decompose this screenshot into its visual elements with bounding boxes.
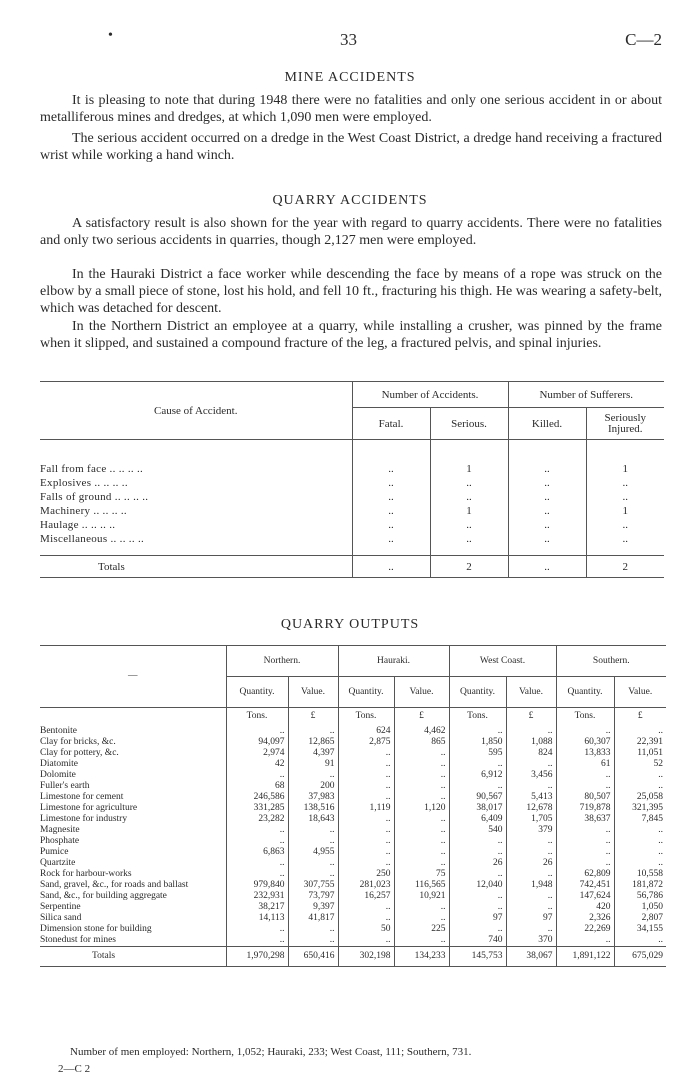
- units-spacer: [40, 708, 226, 726]
- injured-cell: ..: [586, 476, 664, 490]
- quantity-cell: 61: [556, 759, 614, 770]
- quantity-header: Quantity.: [338, 677, 394, 708]
- accident-row: [40, 490, 664, 504]
- quantity-cell: 2,326: [556, 913, 614, 924]
- total-value: 650,416: [288, 946, 338, 966]
- page-header: [0, 30, 700, 50]
- quantity-cell: 16,257: [338, 891, 394, 902]
- value-cell: ..: [614, 935, 666, 947]
- unit-tons: Tons.: [556, 708, 614, 726]
- value-cell: ..: [288, 726, 338, 737]
- value-cell: 865: [394, 737, 449, 748]
- quantity-cell: 14,113: [226, 913, 288, 924]
- output-row: [40, 858, 666, 869]
- value-cell: ..: [614, 726, 666, 737]
- value-cell: 379: [506, 825, 556, 836]
- product-name: Rock for harbour-works: [40, 868, 132, 879]
- output-row: [40, 770, 666, 781]
- value-cell: 116,565: [394, 880, 449, 891]
- total-quantity: 1,970,298: [226, 946, 288, 966]
- document-reference: C—2: [625, 30, 662, 49]
- value-cell: 34,155: [614, 924, 666, 935]
- fatal-cell: ..: [352, 476, 430, 490]
- product-name: Phosphate: [40, 835, 80, 846]
- value-cell: ..: [394, 913, 449, 924]
- total-quantity: 145,753: [449, 946, 506, 966]
- value-cell: 75: [394, 869, 449, 880]
- product-header: —: [40, 646, 226, 708]
- district-header-west-coast: West Coast.: [449, 646, 556, 677]
- value-cell: 2,807: [614, 913, 666, 924]
- quantity-cell: ..: [338, 748, 394, 759]
- serious-cell: ..: [430, 532, 508, 546]
- value-cell: 225: [394, 924, 449, 935]
- quantity-cell: ..: [226, 825, 288, 836]
- product-name: Silica sand: [40, 912, 82, 923]
- value-cell: 3,456: [506, 770, 556, 781]
- value-cell: ..: [614, 781, 666, 792]
- killed-cell: ..: [508, 490, 586, 504]
- quantity-cell: 250: [338, 869, 394, 880]
- quarry-outputs-table: [40, 645, 666, 967]
- quantity-cell: ..: [338, 770, 394, 781]
- quantity-header: Quantity.: [226, 677, 288, 708]
- quantity-cell: ..: [338, 902, 394, 913]
- output-row: [40, 902, 666, 913]
- totals-serious: 2: [430, 556, 508, 578]
- value-cell: 37,983: [288, 792, 338, 803]
- value-cell: ..: [394, 792, 449, 803]
- accidents-header: Number of Accidents.: [352, 382, 508, 408]
- serious-cell: ..: [430, 490, 508, 504]
- quantity-cell: 22,269: [556, 924, 614, 935]
- quarry-paragraph-2: In the Hauraki District a face worker while descending the face by means of a rope was struck on the elbow by a small piece of stone, lost his hold, and fell 10 ft., fracturing his thigh. He was wearing a safety-belt, which was detached for descent.: [40, 267, 662, 316]
- quantity-cell: ..: [449, 759, 506, 770]
- value-cell: 25,058: [614, 792, 666, 803]
- value-cell: 200: [288, 781, 338, 792]
- killed-cell: ..: [508, 518, 586, 532]
- output-row: [40, 869, 666, 880]
- output-row: [40, 825, 666, 836]
- quantity-cell: 80,507: [556, 792, 614, 803]
- product-name: Serpentine: [40, 901, 81, 912]
- value-cell: ..: [394, 836, 449, 847]
- value-cell: 1,120: [394, 803, 449, 814]
- header-mark: •: [108, 28, 113, 43]
- product-name: Dimension stone for building: [40, 923, 152, 934]
- unit-pounds: £: [288, 708, 338, 726]
- accident-row: [40, 462, 664, 476]
- quantity-cell: ..: [226, 858, 288, 869]
- signature-mark: 2—C 2: [58, 1063, 91, 1075]
- fatal-cell: ..: [352, 518, 430, 532]
- quantity-cell: ..: [449, 726, 506, 737]
- mine-paragraph-2: The serious accident occurred on a dredge in the West Coast District, a dredge hand receiving a fractured wrist while working a hand winch.: [40, 131, 662, 163]
- value-cell: ..: [614, 825, 666, 836]
- quantity-cell: ..: [338, 836, 394, 847]
- accident-row: [40, 476, 664, 490]
- mine-accidents-title: MINE ACCIDENTS: [284, 70, 416, 85]
- accident-row: [40, 532, 664, 546]
- value-cell: ..: [506, 869, 556, 880]
- quantity-cell: ..: [449, 836, 506, 847]
- value-cell: ..: [394, 759, 449, 770]
- value-cell: ..: [394, 858, 449, 869]
- value-cell: 56,786: [614, 891, 666, 902]
- quantity-cell: ..: [338, 825, 394, 836]
- quantity-cell: 281,023: [338, 880, 394, 891]
- quantity-cell: ..: [226, 924, 288, 935]
- value-cell: ..: [394, 935, 449, 947]
- value-cell: 41,817: [288, 913, 338, 924]
- value-header: Value.: [394, 677, 449, 708]
- quantity-cell: 68: [226, 781, 288, 792]
- quantity-cell: 2,974: [226, 748, 288, 759]
- value-cell: 181,872: [614, 880, 666, 891]
- outputs-totals-label: Totals: [92, 950, 116, 961]
- accident-cause: Machinery .. .. .. ..: [40, 504, 127, 517]
- quarry-accidents-title: QUARRY ACCIDENTS: [272, 193, 428, 208]
- value-cell: ..: [288, 935, 338, 947]
- value-cell: ..: [394, 902, 449, 913]
- page-number: 33: [340, 30, 357, 49]
- cause-header: Cause of Accident.: [40, 382, 352, 440]
- value-cell: 4,955: [288, 847, 338, 858]
- quantity-cell: ..: [556, 781, 614, 792]
- quantity-cell: 331,285: [226, 803, 288, 814]
- quantity-cell: 90,567: [449, 792, 506, 803]
- injured-cell: ..: [586, 518, 664, 532]
- quantity-cell: 6,863: [226, 847, 288, 858]
- quantity-cell: 60,307: [556, 737, 614, 748]
- value-cell: ..: [506, 902, 556, 913]
- unit-tons: Tons.: [226, 708, 288, 726]
- quantity-cell: 740: [449, 935, 506, 947]
- quantity-cell: 6,409: [449, 814, 506, 825]
- fatal-cell: ..: [352, 532, 430, 546]
- product-name: Dolomite: [40, 769, 76, 780]
- quantity-cell: 13,833: [556, 748, 614, 759]
- product-name: Pumice: [40, 846, 69, 857]
- quarry-paragraph-1: A satisfactory result is also shown for the year with regard to quarry accidents. There were no fatalities and only two serious accidents in quarries, though 2,127 men were employed.: [40, 216, 662, 248]
- totals-injured: 2: [586, 556, 664, 578]
- output-row: [40, 924, 666, 935]
- unit-pounds: £: [394, 708, 449, 726]
- quantity-cell: ..: [226, 869, 288, 880]
- injured-header: Seriously Injured.: [586, 408, 664, 440]
- quantity-cell: ..: [556, 726, 614, 737]
- value-cell: ..: [394, 814, 449, 825]
- district-header-hauraki: Hauraki.: [338, 646, 449, 677]
- quantity-cell: ..: [449, 869, 506, 880]
- value-cell: ..: [394, 781, 449, 792]
- product-name: Limestone for industry: [40, 813, 128, 824]
- serious-cell: ..: [430, 476, 508, 490]
- value-cell: 10,921: [394, 891, 449, 902]
- value-cell: 824: [506, 748, 556, 759]
- killed-cell: ..: [508, 532, 586, 546]
- quantity-cell: ..: [556, 836, 614, 847]
- product-name: Stonedust for mines: [40, 934, 116, 945]
- quarry-outputs-title: QUARRY OUTPUTS: [280, 617, 420, 632]
- quantity-cell: ..: [556, 935, 614, 947]
- accident-cause: Fall from face .. .. .. ..: [40, 462, 144, 475]
- quantity-cell: 595: [449, 748, 506, 759]
- product-name: Fuller's earth: [40, 780, 90, 791]
- quantity-cell: 147,624: [556, 891, 614, 902]
- fatal-header: Fatal.: [352, 408, 430, 440]
- quantity-cell: ..: [226, 770, 288, 781]
- killed-cell: ..: [508, 462, 586, 476]
- total-quantity: 1,891,122: [556, 946, 614, 966]
- value-cell: ..: [288, 770, 338, 781]
- quantity-cell: ..: [338, 858, 394, 869]
- total-value: 675,029: [614, 946, 666, 966]
- quantity-cell: 94,097: [226, 737, 288, 748]
- quantity-cell: 719,878: [556, 803, 614, 814]
- value-cell: ..: [506, 924, 556, 935]
- district-header-southern: Southern.: [556, 646, 666, 677]
- fatal-cell: ..: [352, 504, 430, 518]
- output-row: [40, 880, 666, 891]
- output-row: [40, 891, 666, 902]
- value-cell: ..: [288, 869, 338, 880]
- quantity-cell: ..: [338, 847, 394, 858]
- serious-cell: 1: [430, 504, 508, 518]
- killed-cell: ..: [508, 504, 586, 518]
- total-value: 38,067: [506, 946, 556, 966]
- quantity-cell: 38,217: [226, 902, 288, 913]
- quantity-cell: 2,875: [338, 737, 394, 748]
- outputs-totals-row: [40, 946, 666, 966]
- value-header: Value.: [288, 677, 338, 708]
- quantity-cell: 50: [338, 924, 394, 935]
- value-cell: 22,391: [614, 737, 666, 748]
- value-cell: 11,051: [614, 748, 666, 759]
- value-cell: ..: [394, 847, 449, 858]
- district-header-northern: Northern.: [226, 646, 338, 677]
- injured-cell: ..: [586, 532, 664, 546]
- quantity-cell: ..: [226, 726, 288, 737]
- killed-header: Killed.: [508, 408, 586, 440]
- value-cell: 1,050: [614, 902, 666, 913]
- quantity-cell: ..: [449, 847, 506, 858]
- value-cell: 4,397: [288, 748, 338, 759]
- quantity-cell: ..: [338, 792, 394, 803]
- value-header: Value.: [506, 677, 556, 708]
- serious-cell: 1: [430, 462, 508, 476]
- value-cell: ..: [288, 924, 338, 935]
- value-cell: 1,705: [506, 814, 556, 825]
- quantity-cell: 23,282: [226, 814, 288, 825]
- quantity-cell: ..: [556, 825, 614, 836]
- quantity-cell: 232,931: [226, 891, 288, 902]
- value-cell: ..: [506, 891, 556, 902]
- value-cell: 7,845: [614, 814, 666, 825]
- accidents-totals-row: [40, 556, 664, 578]
- product-name: Limestone for cement: [40, 791, 124, 802]
- product-name: Sand, gravel, &c., for roads and ballast: [40, 879, 189, 890]
- output-row: [40, 781, 666, 792]
- output-row: [40, 792, 666, 803]
- value-cell: 97: [506, 913, 556, 924]
- quantity-cell: ..: [338, 935, 394, 947]
- injured-cell: ..: [586, 490, 664, 504]
- quantity-cell: ..: [449, 902, 506, 913]
- quantity-cell: 12,040: [449, 880, 506, 891]
- accident-row: [40, 504, 664, 518]
- accident-cause: Haulage .. .. .. ..: [40, 518, 116, 531]
- quantity-cell: ..: [338, 913, 394, 924]
- quantity-cell: 1,850: [449, 737, 506, 748]
- value-cell: ..: [614, 770, 666, 781]
- output-row: [40, 814, 666, 825]
- value-cell: 10,558: [614, 869, 666, 880]
- value-cell: ..: [394, 770, 449, 781]
- totals-label: Totals: [98, 560, 125, 573]
- totals-killed: ..: [508, 556, 586, 578]
- value-cell: 1,948: [506, 880, 556, 891]
- men-employed-note: Number of men employed: Northern, 1,052; Hauraki, 233; West Coast, 111; Southern, 731.: [70, 1046, 472, 1058]
- quantity-cell: 38,637: [556, 814, 614, 825]
- unit-tons: Tons.: [338, 708, 394, 726]
- serious-header: Serious.: [430, 408, 508, 440]
- value-cell: ..: [506, 781, 556, 792]
- value-cell: ..: [506, 836, 556, 847]
- output-row: [40, 836, 666, 847]
- quantity-cell: 742,451: [556, 880, 614, 891]
- quantity-cell: 38,017: [449, 803, 506, 814]
- value-cell: ..: [506, 759, 556, 770]
- value-cell: ..: [288, 836, 338, 847]
- quantity-cell: 26: [449, 858, 506, 869]
- product-name: Sand, &c., for building aggregate: [40, 890, 167, 901]
- quantity-cell: 420: [556, 902, 614, 913]
- product-name: Clay for bricks, &c.: [40, 736, 116, 747]
- product-name: Magnesite: [40, 824, 80, 835]
- value-cell: ..: [394, 748, 449, 759]
- quantity-cell: ..: [556, 847, 614, 858]
- output-row: [40, 935, 666, 947]
- total-quantity: 302,198: [338, 946, 394, 966]
- accident-cause: Miscellaneous .. .. .. ..: [40, 532, 145, 545]
- mine-paragraph-1: It is pleasing to note that during 1948 there were no fatalities and only one serious accident in or about metalliferous mines and dredges, at which 1,090 men were employed.: [40, 93, 662, 125]
- quantity-cell: ..: [556, 770, 614, 781]
- value-cell: 370: [506, 935, 556, 947]
- output-row: [40, 748, 666, 759]
- accident-row: [40, 518, 664, 532]
- value-cell: ..: [506, 847, 556, 858]
- value-cell: ..: [288, 825, 338, 836]
- quantity-cell: 62,809: [556, 869, 614, 880]
- quantity-header: Quantity.: [449, 677, 506, 708]
- output-row: [40, 759, 666, 770]
- fatal-cell: ..: [352, 462, 430, 476]
- value-cell: ..: [506, 726, 556, 737]
- product-name: Limestone for agriculture: [40, 802, 138, 813]
- output-row: [40, 847, 666, 858]
- value-cell: 26: [506, 858, 556, 869]
- output-row: [40, 726, 666, 737]
- fatal-cell: ..: [352, 490, 430, 504]
- quantity-cell: 624: [338, 726, 394, 737]
- quantity-header: Quantity.: [556, 677, 614, 708]
- sufferers-header: Number of Sufferers.: [508, 382, 664, 408]
- output-row: [40, 913, 666, 924]
- quantity-cell: 97: [449, 913, 506, 924]
- value-cell: ..: [288, 858, 338, 869]
- value-cell: 1,088: [506, 737, 556, 748]
- value-header: Value.: [614, 677, 666, 708]
- value-cell: 91: [288, 759, 338, 770]
- product-name: Bentonite: [40, 725, 77, 736]
- output-row: [40, 737, 666, 748]
- quantity-cell: ..: [226, 935, 288, 947]
- quarry-paragraph-3: In the Northern District an employee at a quarry, while installing a crusher, was pinned by the frame when it slipped, and sustained a compound fracture of the leg, a fractured pelvis, and spinal injuries.: [40, 319, 662, 351]
- quantity-cell: ..: [449, 924, 506, 935]
- quantity-cell: ..: [338, 814, 394, 825]
- value-cell: ..: [614, 836, 666, 847]
- quantity-cell: ..: [226, 836, 288, 847]
- value-cell: ..: [394, 825, 449, 836]
- injured-cell: 1: [586, 462, 664, 476]
- unit-pounds: £: [614, 708, 666, 726]
- quantity-cell: 6,912: [449, 770, 506, 781]
- value-cell: 5,413: [506, 792, 556, 803]
- value-cell: ..: [614, 858, 666, 869]
- product-name: Quartzite: [40, 857, 76, 868]
- value-cell: 12,865: [288, 737, 338, 748]
- quantity-cell: ..: [338, 781, 394, 792]
- serious-cell: ..: [430, 518, 508, 532]
- value-cell: 18,643: [288, 814, 338, 825]
- quantity-cell: 979,840: [226, 880, 288, 891]
- quantity-cell: ..: [449, 781, 506, 792]
- quantity-cell: 246,586: [226, 792, 288, 803]
- accident-cause: Explosives .. .. .. ..: [40, 476, 128, 489]
- value-cell: ..: [614, 847, 666, 858]
- value-cell: 73,797: [288, 891, 338, 902]
- accidents-table: [40, 381, 664, 578]
- product-name: Clay for pottery, &c.: [40, 747, 119, 758]
- total-value: 134,233: [394, 946, 449, 966]
- injured-cell: 1: [586, 504, 664, 518]
- killed-cell: ..: [508, 476, 586, 490]
- quantity-cell: 42: [226, 759, 288, 770]
- unit-pounds: £: [506, 708, 556, 726]
- value-cell: 321,395: [614, 803, 666, 814]
- value-cell: 307,755: [288, 880, 338, 891]
- totals-fatal: ..: [352, 556, 430, 578]
- product-name: Diatomite: [40, 758, 78, 769]
- quantity-cell: ..: [449, 891, 506, 902]
- output-row: [40, 803, 666, 814]
- unit-tons: Tons.: [449, 708, 506, 726]
- quantity-cell: 540: [449, 825, 506, 836]
- value-cell: 4,462: [394, 726, 449, 737]
- quantity-cell: ..: [556, 858, 614, 869]
- value-cell: 9,397: [288, 902, 338, 913]
- value-cell: 138,516: [288, 803, 338, 814]
- value-cell: 52: [614, 759, 666, 770]
- quantity-cell: 1,119: [338, 803, 394, 814]
- quantity-cell: ..: [338, 759, 394, 770]
- accident-cause: Falls of ground .. .. .. ..: [40, 490, 149, 503]
- value-cell: 12,678: [506, 803, 556, 814]
